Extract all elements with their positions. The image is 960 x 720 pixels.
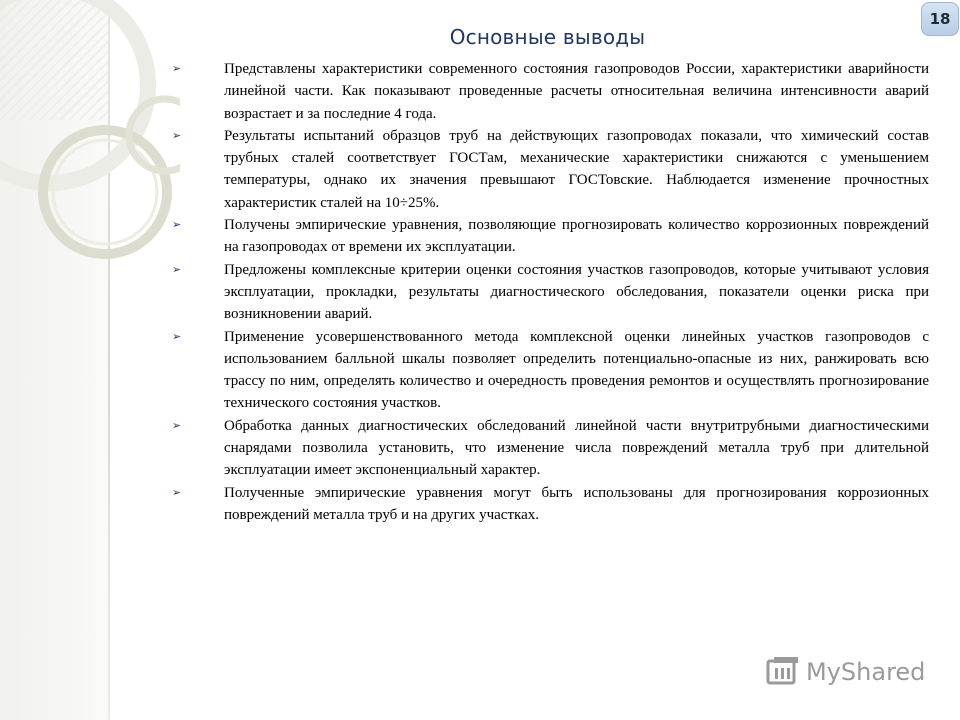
decorative-ring-medium (43, 130, 167, 254)
list-item (172, 58, 929, 125)
decorative-ring-medium-inner (53, 140, 157, 244)
list-item (172, 214, 929, 259)
bullet-text: Результаты испытаний образцов труб на действующих газопроводах показали, что химический состав трубных сталей соответствует ГОСТам, механические характеристики снижаются с уменьшением температуры, однако их значения превышают ГОСТовские. Наблюдается изменение прочностных характеристик сталей на 10÷25%. (224, 127, 929, 211)
chevron-arrow-icon: ➢ (172, 262, 182, 276)
list-item (172, 259, 929, 326)
slide-title: Основные выводы (449, 25, 646, 49)
bullet-text: Применение усовершенствованного метода комплексной оценки линейных участков газопроводов с использованием балльной шкалы позволяет определить потенциально-опасные из них, ранжировать всю трассу по ним, определять количество и очередность проведения ремонтов и осуществлять прогнозирование технического состояния участков. (224, 328, 929, 412)
list-item (172, 125, 929, 214)
bullet-text: Представлены характеристики современного состояния газопроводов России, характеристики аварийности линейной части. Как показывают проведенные расчеты относительная величина интенсивности аварий возрастает и за последние 4 года. (224, 61, 929, 122)
chevron-arrow-icon: ➢ (172, 329, 182, 343)
list-item (172, 482, 929, 527)
mortarboard-icon (766, 655, 800, 689)
conclusions-list (172, 58, 929, 526)
decorative-rings (0, 0, 180, 720)
list-item (172, 415, 929, 482)
chevron-arrow-icon: ➢ (172, 218, 182, 232)
page-number-badge: 18 (921, 2, 959, 36)
chevron-arrow-icon: ➢ (172, 62, 182, 75)
watermark (766, 655, 925, 689)
chevron-arrow-icon: ➢ (172, 128, 182, 142)
chevron-arrow-icon: ➢ (172, 418, 182, 432)
chevron-arrow-icon: ➢ (172, 485, 182, 499)
bullet-text: Обработка данных диагностических обследований линейной части внутритрубными диагностическими снарядами позволила установить, что изменение числа повреждений металла труб при длительной эксплуатации имеет экспоненциальный характер. (224, 417, 929, 479)
bullet-text: Полученные эмпирические уравнения могут быть использованы для прогнозирования коррозионных повреждений металла труб и на других участках. (224, 484, 929, 523)
bullet-text: Получены эмпирические уравнения, позволяющие прогнозировать количество коррозионных повреждений на газопроводах от времени их эксплуатации. (224, 217, 929, 256)
bullet-text: Предложены комплексные критерии оценки состояния участков газопроводов, которые учитывают условия эксплуатации, прокладки, результаты диагностического обследования, показатели оценки риска при возникновении аварий. (224, 261, 929, 323)
watermark-text: MyShared (806, 658, 926, 686)
list-item (172, 326, 929, 415)
